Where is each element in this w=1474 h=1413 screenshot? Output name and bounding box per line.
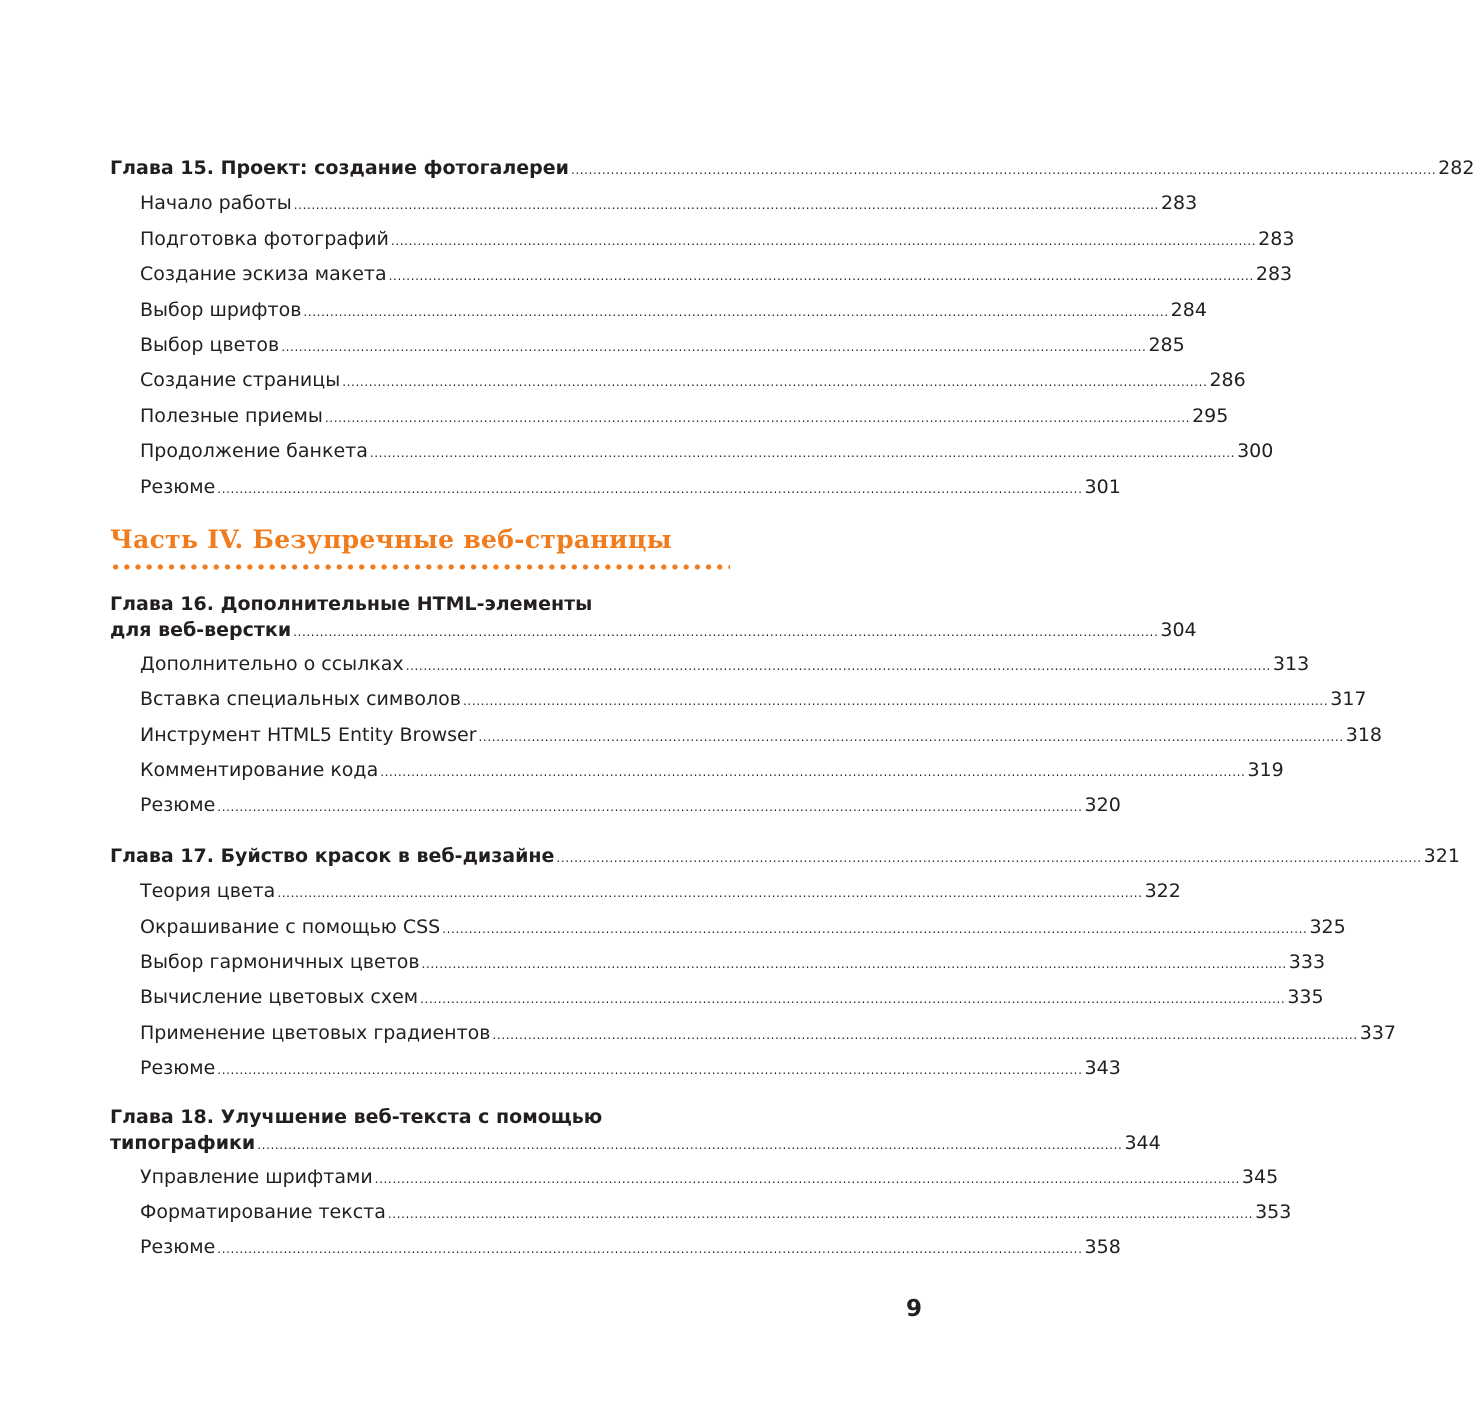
section-page-number: 345 xyxy=(1241,1165,1279,1188)
section-entry[interactable] xyxy=(110,327,1185,362)
section-page-number: 301 xyxy=(1084,475,1121,498)
section-page-number: 333 xyxy=(1288,951,1326,974)
section-entry[interactable] xyxy=(110,433,1274,468)
section-page-number: 325 xyxy=(1309,915,1346,938)
section-page-number: 283 xyxy=(1255,263,1293,286)
section-entry[interactable] xyxy=(110,1159,1279,1194)
section-title: Резюме xyxy=(140,1236,216,1259)
chapter-page-number: 344 xyxy=(1124,1131,1161,1154)
section-page-number: 317 xyxy=(1330,688,1367,711)
section-entry[interactable] xyxy=(110,221,1295,256)
chapter-entry[interactable] xyxy=(110,838,1460,873)
chapter-17-block xyxy=(110,838,1460,1086)
dot-leader: .................................................................................................................................................................................................... xyxy=(478,729,1344,744)
chapter-16-block xyxy=(110,588,1383,823)
section-entry[interactable] xyxy=(110,752,1284,787)
dot-leader: .................................................................................................................................................................................................... xyxy=(277,886,1143,901)
section-entry[interactable] xyxy=(110,979,1324,1014)
section-page-number: 295 xyxy=(1192,404,1229,427)
section-title: Резюме xyxy=(140,794,216,817)
section-entry[interactable] xyxy=(110,1229,1121,1264)
section-entry[interactable] xyxy=(110,909,1346,944)
dot-leader: .................................................................................................................................................................................................... xyxy=(390,233,1257,248)
section-entry[interactable] xyxy=(110,185,1198,220)
section-entry[interactable] xyxy=(110,398,1229,433)
section-entry[interactable] xyxy=(110,1194,1292,1229)
dot-leader: .................................................................................................................................................................................................... xyxy=(388,269,1254,284)
chapter-title-line2: для веб-верстки xyxy=(110,618,292,641)
section-title: Полезные приемы xyxy=(140,404,323,427)
section-title: Вычисление цветовых схем xyxy=(140,986,419,1009)
section-title: Инструмент HTML5 Entity Browser xyxy=(140,723,477,746)
section-entry[interactable] xyxy=(110,944,1326,979)
section-entry[interactable] xyxy=(110,362,1246,397)
section-page-number: 320 xyxy=(1084,794,1121,817)
section-title: Окрашивание с помощью CSS xyxy=(140,915,441,938)
section-page-number: 319 xyxy=(1247,759,1284,782)
dot-leader: .................................................................................................................................................................................................... xyxy=(442,921,1308,936)
part-dotted-rule xyxy=(110,564,730,570)
part-title[interactable]: Часть IV. Безупречные веб-страницы xyxy=(110,524,673,554)
dot-leader: .................................................................................................................................................................................................... xyxy=(374,1171,1240,1186)
chapter-page-number: 321 xyxy=(1423,844,1460,867)
section-page-number: 322 xyxy=(1144,880,1181,903)
section-page-number: 286 xyxy=(1209,369,1246,392)
part-heading xyxy=(110,524,728,570)
section-title: Комментирование кода xyxy=(140,759,379,782)
section-title: Применение цветовых градиентов xyxy=(140,1021,491,1044)
section-page-number: 283 xyxy=(1160,192,1198,215)
dot-leader: .................................................................................................................................................................................................... xyxy=(421,957,1287,972)
dot-leader: .................................................................................................................................................................................................... xyxy=(303,304,1169,319)
section-page-number: 313 xyxy=(1272,652,1310,675)
chapter-entry[interactable] xyxy=(110,1129,1161,1159)
section-title: Управление шрифтами xyxy=(140,1165,373,1188)
chapter-title: Глава 15. Проект: создание фотогалереи xyxy=(110,157,569,179)
section-page-number: 337 xyxy=(1359,1021,1396,1044)
chapter-entry[interactable] xyxy=(110,616,1197,646)
section-title: Создание эскиза макета xyxy=(140,263,387,286)
dot-leader: .................................................................................................................................................................................................... xyxy=(570,163,1437,177)
section-entry[interactable] xyxy=(110,256,1293,291)
chapter-page-number: 282 xyxy=(1438,157,1474,179)
chapter-title-line2: типографики xyxy=(110,1131,256,1154)
dot-leader: .................................................................................................................................................................................................... xyxy=(492,1027,1358,1042)
section-title: Резюме xyxy=(140,1057,216,1080)
chapter-18-block xyxy=(110,1101,1292,1265)
section-entry[interactable] xyxy=(110,717,1383,752)
section-entry[interactable] xyxy=(110,681,1367,716)
chapter-entry[interactable] xyxy=(110,150,1474,185)
section-page-number: 285 xyxy=(1148,333,1185,356)
dot-leader: .................................................................................................................................................................................................... xyxy=(369,446,1236,461)
dot-leader: .................................................................................................................................................................................................... xyxy=(324,410,1191,425)
section-entry[interactable] xyxy=(110,469,1121,504)
dot-leader: .................................................................................................................................................................................................... xyxy=(342,375,1208,390)
section-page-number: 335 xyxy=(1287,986,1324,1009)
dot-leader: .................................................................................................................................................................................................... xyxy=(217,1063,1083,1078)
dot-leader: .................................................................................................................................................................................................... xyxy=(257,1137,1123,1152)
section-page-number: 358 xyxy=(1084,1236,1121,1259)
section-title: Теория цвета xyxy=(140,880,276,903)
section-page-number: 343 xyxy=(1084,1057,1121,1080)
chapter-title-line1[interactable]: Глава 18. Улучшение веб-текста с помощью xyxy=(110,1105,603,1128)
table-of-contents xyxy=(110,150,1474,1280)
section-page-number: 300 xyxy=(1237,440,1274,463)
section-title: Подготовка фотографий xyxy=(140,227,389,250)
section-title: Создание страницы xyxy=(140,369,341,392)
section-title: Выбор гармоничных цветов xyxy=(140,951,420,974)
chapter-title: Глава 17. Буйство красок в веб-дизайне xyxy=(110,844,555,867)
dot-leader: .................................................................................................................................................................................................... xyxy=(556,850,1422,865)
dot-leader: .................................................................................................................................................................................................... xyxy=(387,1206,1254,1221)
dot-leader: .................................................................................................................................................................................................... xyxy=(217,800,1083,815)
section-title: Продолжение банкета xyxy=(140,440,368,463)
section-title: Начало работы xyxy=(140,192,292,215)
chapter-page-number: 304 xyxy=(1160,618,1197,641)
section-page-number: 283 xyxy=(1258,227,1295,250)
dot-leader: .................................................................................................................................................................................................... xyxy=(463,694,1329,709)
section-entry[interactable] xyxy=(110,292,1207,327)
section-title: Дополнительно о ссылках xyxy=(140,652,404,675)
dot-leader: .................................................................................................................................................................................................... xyxy=(281,339,1147,354)
dot-leader: .................................................................................................................................................................................................... xyxy=(380,765,1246,780)
section-entry[interactable] xyxy=(110,1050,1121,1085)
dot-leader: .................................................................................................................................................................................................... xyxy=(293,624,1159,639)
section-page-number: 353 xyxy=(1255,1200,1292,1223)
dot-leader: .................................................................................................................................................................................................... xyxy=(217,481,1083,496)
section-entry[interactable] xyxy=(110,646,1310,681)
section-page-number: 284 xyxy=(1170,298,1207,321)
chapter-title-line1[interactable]: Глава 16. Дополнительные HTML-элементы xyxy=(110,592,593,615)
section-entry[interactable] xyxy=(110,787,1121,822)
section-title: Резюме xyxy=(140,475,216,498)
chapter-15-block xyxy=(110,150,1474,504)
dot-leader: .................................................................................................................................................................................................... xyxy=(293,198,1159,213)
section-title: Выбор цветов xyxy=(140,333,280,356)
section-page-number: 318 xyxy=(1345,723,1383,746)
dot-leader: .................................................................................................................................................................................................... xyxy=(420,992,1286,1007)
dot-leader: .................................................................................................................................................................................................... xyxy=(405,658,1271,673)
section-title: Форматирование текста xyxy=(140,1200,386,1223)
page-number: 9 xyxy=(905,1296,922,1322)
section-entry[interactable] xyxy=(110,873,1181,908)
section-title: Вставка специальных символов xyxy=(140,688,461,711)
dot-leader: .................................................................................................................................................................................................... xyxy=(217,1242,1083,1257)
section-entry[interactable] xyxy=(110,1015,1396,1050)
section-title: Выбор шрифтов xyxy=(140,298,302,321)
